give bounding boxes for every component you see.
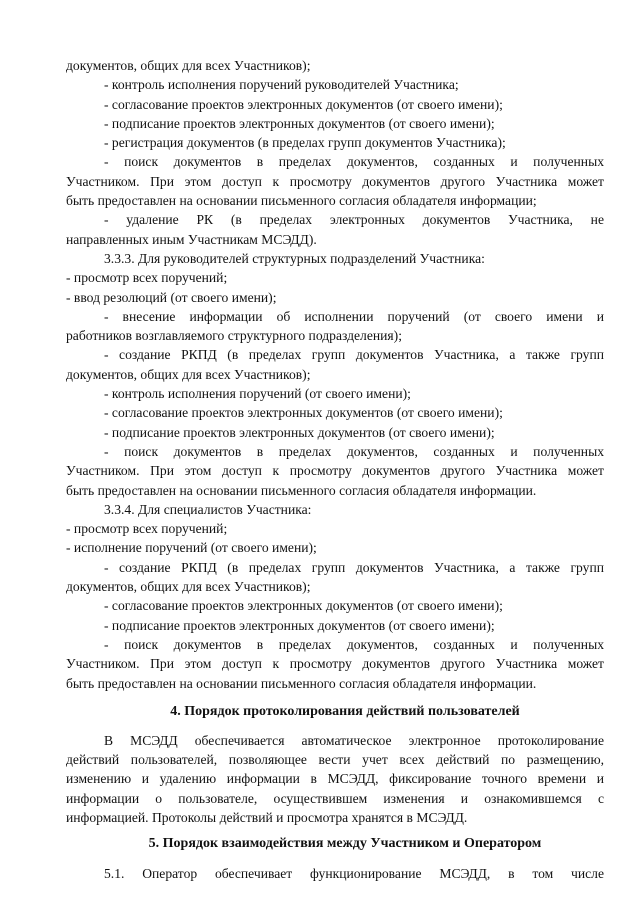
text-line: быть предоставлен на основании письменного согласия обладателя информации. xyxy=(66,482,537,498)
list-item: - контроль исполнения поручений (от своего имени); xyxy=(104,386,411,402)
paragraph-line: информации о пользователе, осуществившем изменения и ознакомившемся с xyxy=(66,790,604,806)
list-item: - поиск документов в пределах документов, созданных и полученных xyxy=(104,636,604,652)
text-line: документов, общих для всех Участников); xyxy=(66,58,311,73)
list-item: - контроль исполнения поручений руководителей Участника; xyxy=(104,77,459,93)
text-line: Участником. При этом доступ к просмотру документов другого Участника может xyxy=(66,463,604,479)
text-line: документов, общих для всех Участников); xyxy=(66,579,311,595)
subsection-heading: 3.3.3. Для руководителей структурных подразделений Участника: xyxy=(104,250,485,266)
list-item: - исполнение поручений (от своего имени); xyxy=(66,540,317,556)
text-line: Участником. При этом доступ к просмотру документов другого Участника может xyxy=(66,656,604,672)
list-item: - удаление РК (в пределах электронных документов Участника, не xyxy=(104,212,604,228)
list-item: - согласование проектов электронных документов (от своего имени); xyxy=(104,96,503,112)
list-item: - поиск документов в пределах документов, созданных и полученных xyxy=(104,443,604,459)
paragraph-line: действий пользователей, позволяющее вести учет всех действий по размещению, xyxy=(66,752,604,768)
list-item: - поиск документов в пределах документов, созданных и полученных xyxy=(104,154,604,170)
list-item: - просмотр всех поручений; xyxy=(66,270,228,286)
list-item: - внесение информации об исполнении поручений (от своего имени и xyxy=(104,308,604,324)
list-item: - согласование проектов электронных документов (от своего имени); xyxy=(104,598,503,614)
text-line: быть предоставлен на основании письменного согласия обладателя информации; xyxy=(66,193,537,209)
list-item: - создание РКПД (в пределах групп документов Участника, а также групп xyxy=(104,559,604,575)
list-item: - подписание проектов электронных документов (от своего имени); xyxy=(104,424,495,440)
list-item: - регистрация документов (в пределах групп документов Участника); xyxy=(104,135,506,151)
list-item: - подписание проектов электронных документов (от своего имени); xyxy=(104,617,495,633)
paragraph-line: изменению и удалению информации в МСЭДД, фиксирование точного времени и xyxy=(66,771,604,787)
section-4-title: 4. Порядок протоколирования действий пользователей xyxy=(170,703,520,719)
list-item: - согласование проектов электронных документов (от своего имени); xyxy=(104,405,503,421)
list-item: - ввод резолюций (от своего имени); xyxy=(66,289,277,305)
text-line: работников возглавляемого структурного подразделения); xyxy=(66,328,402,344)
list-item: - подписание проектов электронных документов (от своего имени); xyxy=(104,115,495,131)
paragraph-line: информацией. Протоколы действий и просмотра хранятся в МСЭДД. xyxy=(66,809,468,825)
text-line: Участником. При этом доступ к просмотру документов другого Участника может xyxy=(66,173,604,189)
section-5-title: 5. Порядок взаимодействия между Участником и Оператором xyxy=(148,836,542,852)
subsection-heading: 3.3.4. Для специалистов Участника: xyxy=(104,501,312,517)
text-line: быть предоставлен на основании письменного согласия обладателя информации. xyxy=(66,675,537,691)
text-line: направленных иным Участникам МСЭДД). xyxy=(66,231,317,247)
list-item: - просмотр всех поручений; xyxy=(66,521,228,537)
text-line: документов, общих для всех Участников); xyxy=(66,366,311,382)
paragraph-line: В МСЭДД обеспечивается автоматическое электронное протоколирование xyxy=(104,732,604,748)
paragraph-line: 5.1. Оператор обеспечивает функционирование МСЭДД, в том числе xyxy=(104,866,604,882)
list-item: - создание РКПД (в пределах групп документов Участника, а также групп xyxy=(104,347,604,363)
